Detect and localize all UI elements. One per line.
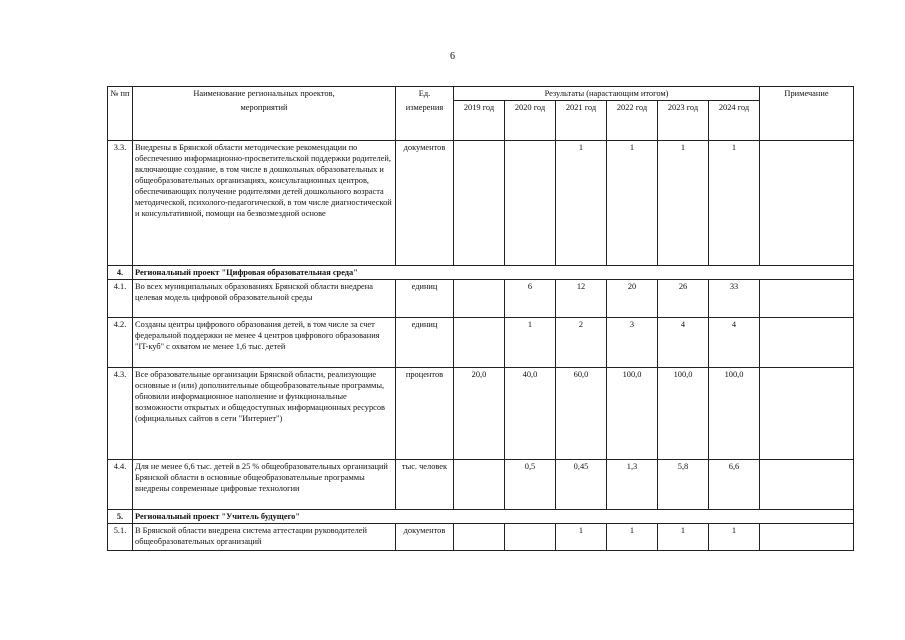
header-row [108,87,854,101]
row-value [454,318,505,368]
row-value: 33 [709,280,760,318]
row-value: 60,0 [556,368,607,460]
row-value: 6 [505,280,556,318]
row-unit: процентов [396,368,454,460]
header-name-line1: Наименование региональных проектов, [193,89,335,98]
row-value: 100,0 [607,368,658,460]
row-value: 1 [556,524,607,551]
row-value: 1 [709,141,760,266]
row-unit: единиц [396,318,454,368]
table-row [108,368,854,460]
row-value: 1 [607,141,658,266]
results-table [107,86,854,551]
row-note [760,524,854,551]
header-year: 2019 год [454,101,505,141]
row-name: Во всех муниципальных образованиях Брянской области внедрена целевая модель цифровой образовательной среды [133,280,396,318]
row-unit: документов [396,524,454,551]
row-note [760,368,854,460]
row-name: Для не менее 6,6 тыс. детей в 25 % общеобразовательных организаций Брянской области в основные общеобразовательные программы внедрены современные цифровые технологии [133,460,396,510]
row-number: 5. [108,510,133,524]
row-value: 100,0 [658,368,709,460]
row-value: 20 [607,280,658,318]
header-num: № пп [108,87,133,141]
row-value: 2 [556,318,607,368]
header-unit [396,87,454,141]
row-value: 40,0 [505,368,556,460]
row-value: 4 [658,318,709,368]
row-number: 4.3. [108,368,133,460]
row-value: 6,6 [709,460,760,510]
row-value [454,460,505,510]
row-value: 1,3 [607,460,658,510]
section-row [108,266,854,280]
row-value: 1 [556,141,607,266]
row-value: 20,0 [454,368,505,460]
row-number: 5.1. [108,524,133,551]
header-results: Результаты (нарастающим итогом) [454,87,760,101]
row-value: 1 [607,524,658,551]
section-title: Региональный проект "Учитель будущего" [133,510,854,524]
section-title: Региональный проект "Цифровая образовательная среда" [133,266,854,280]
row-value: 0,5 [505,460,556,510]
row-value [454,141,505,266]
table-row [108,141,854,266]
row-unit: тыс. человек [396,460,454,510]
row-value: 100,0 [709,368,760,460]
row-note [760,460,854,510]
row-note [760,280,854,318]
row-name: Созданы центры цифрового образования детей, в том числе за счет федеральной поддержки не менее 4 центров цифрового образования "IT-куб" с охватом не менее 1,6 тыс. детей [133,318,396,368]
header-year: 2022 год [607,101,658,141]
header-name-line2: мероприятий [240,103,288,112]
table-row [108,460,854,510]
header-name [133,87,396,141]
row-number: 3.3. [108,141,133,266]
row-number: 4.4. [108,460,133,510]
header-year: 2020 год [505,101,556,141]
row-unit: документов [396,141,454,266]
row-name: В Брянской области внедрена система аттестации руководителей общеобразовательных организаций [133,524,396,551]
row-number: 4.2. [108,318,133,368]
row-value: 26 [658,280,709,318]
row-value: 0,45 [556,460,607,510]
row-value: 3 [607,318,658,368]
row-value: 1 [505,318,556,368]
row-value: 1 [658,141,709,266]
header-unit-line1: Ед. [418,89,431,98]
header-year: 2021 год [556,101,607,141]
table-row [108,318,854,368]
row-unit: единиц [396,280,454,318]
row-number: 4. [108,266,133,280]
row-number: 4.1. [108,280,133,318]
table-row [108,524,854,551]
header-year: 2024 год [709,101,760,141]
row-value [454,524,505,551]
row-value [454,280,505,318]
row-value: 1 [709,524,760,551]
row-note [760,318,854,368]
header-unit-line2: измерения [405,103,444,112]
row-value: 4 [709,318,760,368]
header-note: Примечание [760,87,854,141]
table-row [108,280,854,318]
row-name: Внедрены в Брянской области методические рекомендации по обеспечению информационно-просветительской поддержки родителей, включающие создание, в том числе в дошкольных образовательных и общеобразовательных организациях, консультационных центров, обеспечивающих получение родителями детей дошкольного возраста методической, психолого-педагогической, в том числе диагностической и консультативной, помощи на безвозмездной основе [133,141,396,266]
row-value [505,524,556,551]
row-value: 12 [556,280,607,318]
row-note [760,141,854,266]
section-row [108,510,854,524]
page-number: 6 [450,51,455,62]
row-value [505,141,556,266]
row-value: 1 [658,524,709,551]
header-year: 2023 год [658,101,709,141]
row-value: 5,8 [658,460,709,510]
row-name: Все образовательные организации Брянской области, реализующие основные и (или) дополнительные общеобразовательные программы, обновили информационное наполнение и функциональные возможности открытых и общедоступных информационных ресурсов (официальных сайтов в сети "Интернет") [133,368,396,460]
